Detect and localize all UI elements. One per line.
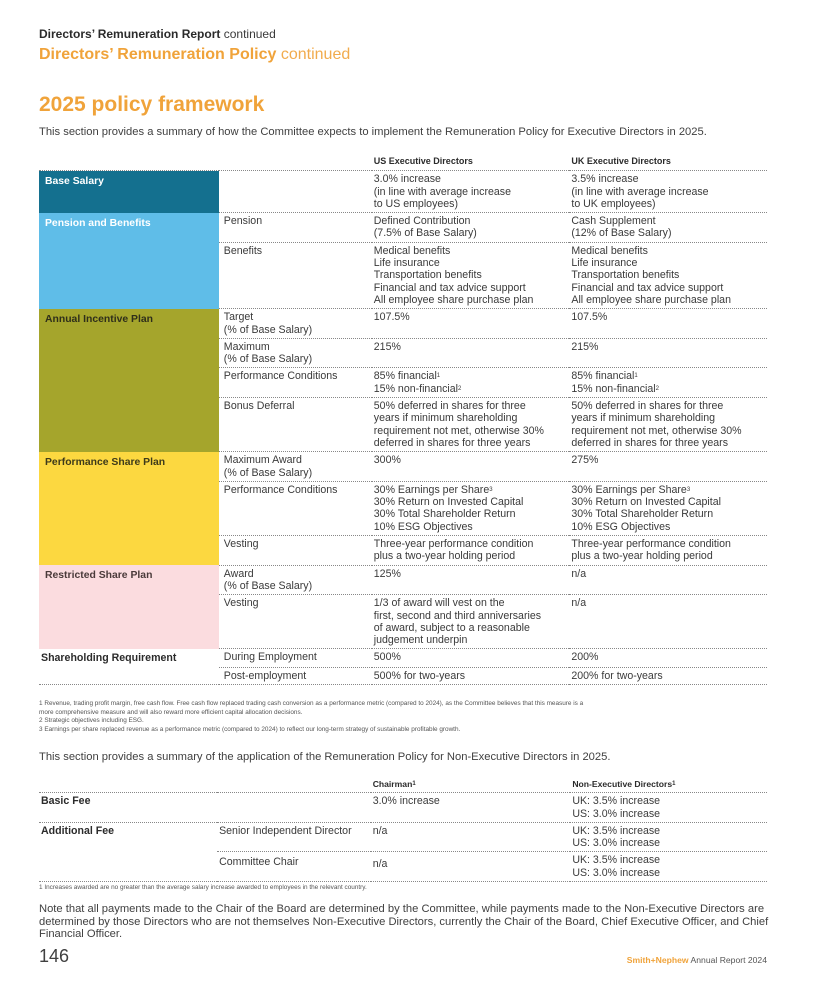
brand-name: Smith+Nephew bbox=[626, 955, 689, 965]
cell: 3.0% increase bbox=[371, 793, 571, 823]
section-pension-benefits: Pension and Benefits bbox=[39, 213, 219, 309]
cell: 50% deferred in shares for three years if minimum shareholding requirement not met, otherwise 30% deferred in shares for three years bbox=[569, 398, 767, 452]
cell: 107.5% bbox=[372, 309, 570, 339]
section-base-salary: Base Salary bbox=[39, 171, 219, 213]
cell: 200% bbox=[569, 649, 767, 667]
row-label: Vesting bbox=[219, 595, 372, 649]
row-label: Performance Conditions bbox=[219, 481, 372, 535]
table-row bbox=[39, 565, 767, 595]
table-row bbox=[39, 213, 767, 243]
row-label: Vesting bbox=[219, 536, 372, 566]
cell: UK: 3.5% increase US: 3.0% increase bbox=[570, 852, 767, 882]
table-row bbox=[39, 649, 767, 667]
cell: 300% bbox=[372, 452, 570, 482]
cell: 275% bbox=[569, 452, 767, 482]
col-header-chairman: Chairman$^1$ bbox=[371, 776, 571, 793]
row-label: Committee Chair bbox=[217, 852, 371, 882]
report-title-suffix: continued bbox=[223, 27, 276, 41]
row-label: Senior Independent Director bbox=[217, 822, 371, 852]
policy-title: Directors’ Remuneration Policy bbox=[39, 46, 277, 63]
row-label: Bonus Deferral bbox=[219, 398, 372, 452]
page-number: 146 bbox=[39, 946, 70, 966]
cell: 30% Earnings per Share$^3$ 30% Return on Invested Capital 30% Total Shareholder Return 10% ESG Objectives bbox=[372, 481, 570, 535]
cell: Defined Contribution (7.5% of Base Salary) bbox=[372, 213, 570, 243]
cell: Medical benefits Life insurance Transportation benefits Financial and tax advice support All employee share purchase plan bbox=[372, 242, 570, 308]
cell: 1/3 of award will vest on the first, second and third anniversaries of award, subject to a reasonable judgement underpin bbox=[372, 595, 570, 649]
cell: Cash Supplement (12% of Base Salary) bbox=[569, 213, 767, 243]
table-header-row bbox=[39, 776, 767, 793]
report-header bbox=[39, 27, 276, 41]
cell: 85% financial$^1$ 15% non-financial$^2$ bbox=[569, 368, 767, 398]
row-label: Award (% of Base Salary) bbox=[219, 565, 372, 595]
col-header-us: US Executive Directors bbox=[372, 153, 570, 171]
note-paragraph: Note that all payments made to the Chair of the Board are determined by the Committee, while payments made to the Non-Executive Directors are determined by those Directors who are not themselves Non-Executive Directors, currently the Chair of the Board, Chief Executive Officer, and Chief Financial Officer. bbox=[39, 903, 769, 941]
intro-text-ned: This section provides a summary of the application of the Remuneration Policy for Non-Executive Directors in 2025. bbox=[39, 751, 611, 763]
row-label: Target (% of Base Salary) bbox=[219, 309, 372, 339]
table-row bbox=[39, 452, 767, 482]
footnote-ned: 1 Increases awarded are no greater than the average salary increase awarded to employees in the relevant country. bbox=[39, 884, 367, 891]
table-row bbox=[39, 171, 767, 213]
row-label: Maximum Award (% of Base Salary) bbox=[219, 452, 372, 482]
cell: Medical benefits Life insurance Transportation benefits Financial and tax advice support All employee share purchase plan bbox=[569, 242, 767, 308]
cell: 50% deferred in shares for three years if minimum shareholding requirement not met, otherwise 30% deferred in shares for three years bbox=[372, 398, 570, 452]
cell: n/a bbox=[371, 852, 571, 882]
cell: Three-year performance condition plus a two-year holding period bbox=[569, 536, 767, 566]
cell: Three-year performance condition plus a two-year holding period bbox=[372, 536, 570, 566]
ned-policy-table bbox=[39, 776, 767, 882]
section-shareholding-requirement: Shareholding Requirement bbox=[41, 651, 177, 664]
executive-policy-table bbox=[39, 153, 767, 685]
cell: 3.5% increase (in line with average increase to UK employees) bbox=[569, 171, 767, 213]
cell: 107.5% bbox=[569, 309, 767, 339]
section-restricted-share-plan: Restricted Share Plan bbox=[39, 565, 219, 649]
section-header bbox=[39, 46, 350, 64]
cell: UK: 3.5% increase US: 3.0% increase bbox=[570, 793, 767, 823]
row-label-basic-fee: Basic Fee bbox=[39, 793, 217, 823]
report-title: Directors’ Remuneration Report bbox=[39, 27, 221, 41]
table-row bbox=[39, 667, 767, 684]
row-label-additional-fee: Additional Fee bbox=[41, 824, 114, 837]
table-header-row bbox=[39, 153, 767, 171]
cell: UK: 3.5% increase US: 3.0% increase bbox=[570, 822, 767, 852]
table-row bbox=[39, 852, 767, 882]
section-performance-share-plan: Performance Share Plan bbox=[39, 452, 219, 565]
row-label: Pension bbox=[219, 213, 372, 243]
policy-title-suffix: continued bbox=[280, 46, 351, 63]
cell: 85% financial$^1$ 15% non-financial$^2$ bbox=[372, 368, 570, 398]
footer-brand bbox=[627, 955, 767, 965]
cell: 215% bbox=[569, 338, 767, 368]
page-title: 2025 policy framework bbox=[39, 93, 265, 116]
row-label: Maximum (% of Base Salary) bbox=[219, 338, 372, 368]
cell: 3.0% increase (in line with average increase to US employees) bbox=[372, 171, 570, 213]
col-header-uk: UK Executive Directors bbox=[569, 153, 767, 171]
cell: n/a bbox=[569, 595, 767, 649]
cell: 215% bbox=[372, 338, 570, 368]
cell: 30% Earnings per Share$^3$ 30% Return on Invested Capital 30% Total Shareholder Return 10% ESG Objectives bbox=[569, 481, 767, 535]
row-label: Benefits bbox=[219, 242, 372, 308]
table-row bbox=[39, 822, 767, 852]
cell: 500% bbox=[372, 649, 570, 667]
cell: n/a bbox=[371, 822, 571, 852]
cell: n/a bbox=[569, 565, 767, 595]
cell: 125% bbox=[372, 565, 570, 595]
row-label: Post-employment bbox=[219, 667, 372, 684]
intro-text: This section provides a summary of how the Committee expects to implement the Remuneration Policy for Executive Directors in 2025. bbox=[39, 126, 707, 138]
report-name: Annual Report 2024 bbox=[690, 955, 767, 965]
section-annual-incentive-plan: Annual Incentive Plan bbox=[39, 309, 219, 452]
table-row bbox=[39, 309, 767, 339]
row-label: During Employment bbox=[219, 649, 372, 667]
cell: 500% for two-years bbox=[372, 667, 570, 684]
row-label: Performance Conditions bbox=[219, 368, 372, 398]
table-row bbox=[39, 793, 767, 823]
footnotes-executive: 1 Revenue, trading profit margin, free cash flow. Free cash flow replaced trading cash conversion as a performance metric (compared to 2024), as the Committee believes that this measure is a more comprehensive measure and will also reward more efficient capital allocation decisions. 2 Strategic objectives including ESG. 3 Earnings per share replaced revenue as a performance metric (compared to 2024) to reflect our long-term strategy of sustainable profitable growth. bbox=[39, 700, 584, 733]
col-header-ned: Non-Executive Directors$^1$ bbox=[570, 776, 767, 793]
cell: 200% for two-years bbox=[569, 667, 767, 684]
